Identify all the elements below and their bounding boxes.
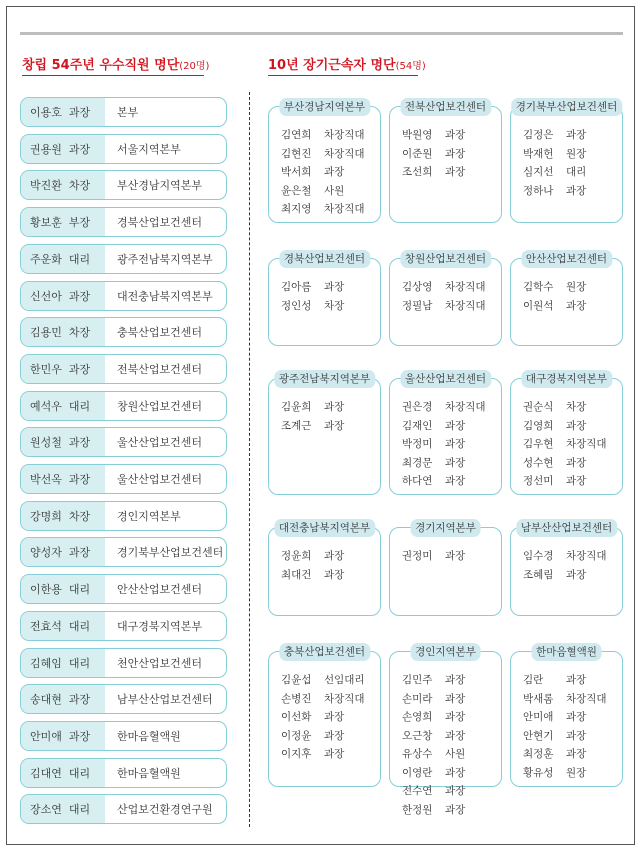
- member-rank: 과장: [445, 766, 466, 779]
- staff-name: 원성철 과장: [21, 428, 105, 456]
- staff-name: 김대연 대리: [21, 759, 105, 787]
- member-name: 김우현: [523, 438, 554, 450]
- member-name: 손미라: [402, 692, 433, 705]
- member-name: 손병진: [281, 692, 312, 705]
- member-row: [402, 126, 465, 145]
- member-row: [523, 547, 607, 566]
- dept-card-title: 부산경남지역본부: [279, 98, 370, 116]
- member-row: [523, 727, 607, 746]
- dept-card: [510, 253, 623, 346]
- heading-underline: [268, 75, 418, 76]
- member-rank: 과장: [566, 299, 587, 312]
- member-name: 안현기: [523, 729, 554, 742]
- member-name: 권순식: [523, 401, 554, 413]
- member-list: [402, 398, 486, 491]
- member-name: 김아름: [281, 281, 312, 293]
- staff-name: 장소연 대리: [21, 795, 105, 823]
- member-row: [523, 278, 586, 297]
- member-name: 정인성: [281, 299, 312, 312]
- staff-department: 경기북부산업보건센터: [117, 546, 224, 560]
- member-name: 김윤섭: [281, 674, 312, 686]
- member-row: [281, 182, 365, 201]
- staff-department: 부산경남지역본부: [117, 179, 203, 193]
- member-list: [402, 671, 465, 819]
- staff-row: [20, 134, 227, 164]
- member-name: 박정미: [402, 438, 433, 450]
- long-service-heading: [268, 54, 426, 73]
- member-row: [402, 454, 486, 473]
- member-rank: 차장직대: [445, 281, 486, 293]
- member-list: [281, 547, 344, 584]
- dept-card: [268, 373, 381, 495]
- dept-card-title: 경기북부산업보건센터: [511, 98, 622, 116]
- long-service-heading-text: 10년 장기근속자 명단: [268, 58, 396, 73]
- member-rank: 대리: [566, 166, 587, 178]
- member-row: [523, 126, 586, 145]
- dept-card-title: 경인지역본부: [410, 643, 481, 661]
- member-name: 김정은: [523, 129, 554, 141]
- member-row: [402, 398, 486, 417]
- member-row: [402, 163, 465, 182]
- member-rank: 원장: [566, 147, 587, 160]
- member-rank: 과장: [324, 166, 345, 178]
- dept-card-title: 남부산산업보건센터: [516, 519, 617, 537]
- dept-card: [389, 253, 502, 346]
- staff-name: 한민우 과장: [21, 355, 105, 383]
- member-row: [523, 145, 586, 164]
- staff-department: 안산산업보건센터: [117, 583, 203, 597]
- member-rank: 과장: [324, 568, 345, 581]
- dept-card-title: 경기지역본부: [410, 519, 481, 537]
- member-row: [523, 671, 607, 690]
- member-list: [281, 671, 365, 764]
- member-name: 김윤희: [281, 401, 312, 413]
- member-list: [523, 126, 586, 200]
- staff-row: [20, 794, 227, 824]
- member-rank: 과장: [445, 785, 466, 797]
- member-name: 박서희: [281, 166, 312, 178]
- member-name: 최경문: [402, 456, 433, 469]
- member-row: [281, 547, 344, 566]
- member-row: [281, 745, 365, 764]
- staff-row: [20, 97, 227, 127]
- staff-name: 신선아 과장: [21, 282, 105, 310]
- staff-row: [20, 281, 227, 311]
- member-rank: 과장: [324, 711, 345, 723]
- staff-name: 황보훈 부장: [21, 208, 105, 236]
- staff-department: 울산산업보건센터: [117, 473, 203, 486]
- staff-row: [20, 611, 227, 641]
- member-name: 오근창: [402, 729, 433, 742]
- member-name: 김란: [523, 674, 544, 686]
- member-row: [402, 727, 465, 746]
- dept-card-title: 창원산업보건센터: [400, 250, 491, 268]
- staff-row: [20, 537, 227, 567]
- dept-card: [268, 101, 381, 223]
- member-row: [402, 801, 465, 820]
- member-list: [523, 547, 607, 584]
- staff-row: [20, 170, 227, 200]
- member-name: 손영희: [402, 711, 433, 723]
- member-list: [402, 278, 486, 315]
- dept-card: [510, 101, 623, 223]
- member-row: [281, 145, 365, 164]
- member-row: [523, 297, 586, 316]
- member-rank: 차장직대: [324, 203, 365, 215]
- member-name: 최지영: [281, 203, 312, 215]
- member-row: [523, 417, 607, 436]
- member-rank: 과장: [445, 674, 466, 686]
- member-row: [281, 163, 365, 182]
- staff-row: [20, 648, 227, 678]
- member-name: 정윤희: [281, 550, 312, 562]
- member-rank: 차장직대: [324, 129, 365, 141]
- member-name: 이원석: [523, 299, 554, 312]
- member-row: [402, 278, 486, 297]
- dept-card-title: 안산산업보건센터: [521, 250, 612, 268]
- member-name: 정선미: [523, 475, 554, 487]
- staff-name: 예석우 대리: [21, 392, 105, 420]
- member-rank: 과장: [445, 129, 466, 141]
- member-rank: 과장: [566, 456, 587, 469]
- dept-card-title: 광주전남북지역본부: [274, 370, 375, 388]
- member-name: 전수연: [402, 785, 433, 797]
- member-row: [523, 764, 607, 783]
- member-rank: 과장: [445, 711, 466, 723]
- dept-card-title: 경북산업보건센터: [279, 250, 370, 268]
- member-list: [523, 671, 607, 782]
- member-name: 유상수: [402, 748, 433, 760]
- member-rank: 차장직대: [566, 438, 607, 450]
- member-rank: 과장: [445, 419, 466, 432]
- member-row: [402, 417, 486, 436]
- dept-card: [268, 522, 381, 616]
- staff-department: 남부산산업보건센터: [117, 693, 213, 707]
- member-rank: 차장직대: [324, 147, 365, 160]
- member-rank: 원장: [566, 281, 587, 293]
- member-list: [281, 278, 344, 315]
- member-row: [281, 297, 344, 316]
- member-name: 이선화: [281, 711, 312, 723]
- member-rank: 과장: [566, 184, 587, 197]
- member-row: [402, 764, 465, 783]
- member-row: [281, 278, 344, 297]
- column-divider: [249, 92, 250, 827]
- dept-card-title: 대전충남북지역본부: [274, 519, 375, 537]
- member-row: [281, 708, 365, 727]
- member-rank: 원장: [566, 766, 587, 779]
- member-row: [523, 454, 607, 473]
- member-rank: 과장: [566, 475, 587, 487]
- member-name: 최대건: [281, 568, 312, 581]
- staff-row: [20, 684, 227, 714]
- member-name: 정하나: [523, 184, 554, 197]
- staff-department: 천안산업보건센터: [117, 656, 203, 670]
- member-name: 정필남: [402, 299, 433, 312]
- staff-row: [20, 427, 227, 457]
- member-rank: 차장직대: [566, 550, 607, 562]
- member-rank: 과장: [445, 166, 466, 178]
- staff-row: [20, 354, 227, 384]
- staff-name: 양성자 과장: [21, 538, 105, 566]
- member-row: [281, 690, 365, 709]
- member-list: [402, 547, 465, 566]
- member-name: 김현진: [281, 147, 312, 160]
- member-list: [402, 126, 465, 182]
- staff-row: [20, 207, 227, 237]
- member-row: [523, 435, 607, 454]
- member-rank: 과장: [445, 147, 466, 160]
- member-list: [281, 126, 365, 219]
- member-row: [281, 671, 365, 690]
- member-row: [523, 398, 607, 417]
- staff-name: 안미애 과장: [21, 722, 105, 750]
- staff-name: 송대현 과장: [21, 685, 105, 713]
- member-rank: 선임대리: [324, 674, 365, 686]
- member-list: [523, 398, 607, 491]
- member-name: 김재인: [402, 419, 433, 432]
- staff-department: 한마음혈액원: [117, 729, 181, 743]
- member-name: 조혜림: [523, 568, 554, 581]
- dept-card: [510, 646, 623, 787]
- dept-card: [268, 646, 381, 787]
- member-rank: 과장: [324, 748, 345, 760]
- member-row: [402, 708, 465, 727]
- staff-name: 김용민 차장: [21, 318, 105, 346]
- heading-underline: [22, 75, 204, 76]
- member-name: 김민주: [402, 674, 433, 686]
- member-rank: 사원: [324, 184, 345, 197]
- member-row: [281, 126, 365, 145]
- staff-department: 경북산업보건센터: [117, 216, 203, 230]
- staff-department: 대구경북지역본부: [117, 619, 203, 633]
- member-name: 한정원: [402, 803, 433, 816]
- staff-department: 충북산업보건센터: [117, 326, 203, 340]
- member-row: [523, 745, 607, 764]
- dept-card: [510, 522, 623, 616]
- staff-name: 권용원 과장: [21, 135, 105, 163]
- member-row: [281, 566, 344, 585]
- staff-row: [20, 758, 227, 788]
- member-name: 권은경: [402, 401, 433, 413]
- member-rank: 과장: [566, 711, 587, 723]
- staff-row: [20, 317, 227, 347]
- member-name: 김영희: [523, 419, 554, 432]
- member-rank: 과장: [445, 475, 466, 487]
- member-rank: 과장: [324, 401, 345, 413]
- member-row: [523, 163, 586, 182]
- dept-card: [389, 373, 502, 495]
- staff-department: 한마음혈액원: [117, 766, 181, 780]
- staff-department: 울산산업보건센터: [117, 436, 203, 450]
- member-row: [281, 727, 365, 746]
- dept-card-title: 한마음혈액원: [531, 643, 602, 661]
- member-name: 심지선: [523, 166, 554, 178]
- member-rank: 과장: [324, 729, 345, 742]
- dept-card: [268, 253, 381, 346]
- member-list: [281, 398, 344, 435]
- staff-department: 본부: [117, 106, 139, 119]
- staff-department: 광주전남북지역본부: [117, 252, 213, 266]
- member-rank: 과장: [324, 281, 345, 293]
- member-row: [523, 182, 586, 201]
- staff-name: 이용호 과장: [21, 98, 105, 126]
- member-rank: 과장: [445, 692, 466, 705]
- member-rank: 과장: [324, 419, 345, 432]
- member-name: 하다연: [402, 475, 433, 487]
- member-rank: 과장: [566, 729, 587, 742]
- member-rank: 과장: [445, 438, 466, 450]
- member-rank: 차장직대: [566, 692, 607, 705]
- member-name: 임수경: [523, 550, 554, 562]
- member-row: [523, 708, 607, 727]
- member-rank: 과장: [445, 729, 466, 742]
- staff-name: 전효석 대리: [21, 612, 105, 640]
- member-name: 이영란: [402, 766, 433, 779]
- staff-department: 전북산업보건센터: [117, 362, 203, 376]
- member-row: [402, 472, 486, 491]
- member-name: 성수현: [523, 456, 554, 469]
- excellent-staff-count: (20명): [179, 61, 210, 72]
- staff-row: [20, 721, 227, 751]
- member-rank: 과장: [566, 129, 587, 141]
- member-name: 윤은철: [281, 184, 312, 197]
- member-name: 박재헌: [523, 147, 554, 160]
- member-rank: 차장직대: [445, 401, 486, 413]
- top-rule: [20, 32, 623, 35]
- member-name: 조선희: [402, 166, 433, 178]
- member-row: [523, 472, 607, 491]
- member-row: [402, 547, 465, 566]
- member-row: [402, 690, 465, 709]
- member-row: [281, 417, 344, 436]
- staff-department: 경인지역본부: [117, 509, 181, 523]
- member-rank: 차장직대: [324, 692, 365, 705]
- member-rank: 과장: [566, 568, 587, 581]
- member-name: 권정미: [402, 550, 433, 562]
- member-row: [523, 566, 607, 585]
- dept-card-title: 울산산업보건센터: [400, 370, 491, 388]
- member-list: [523, 278, 586, 315]
- member-row: [402, 782, 465, 801]
- dept-card: [389, 646, 502, 816]
- member-row: [281, 200, 365, 219]
- staff-row: [20, 244, 227, 274]
- excellent-staff-heading: [22, 54, 209, 73]
- member-row: [402, 435, 486, 454]
- member-rank: 차장: [566, 401, 587, 413]
- staff-name: 박선옥 과장: [21, 465, 105, 493]
- member-rank: 과장: [445, 456, 466, 469]
- member-rank: 과장: [566, 748, 587, 760]
- member-row: [402, 745, 465, 764]
- member-name: 최정훈: [523, 748, 554, 760]
- dept-card-title: 충북산업보건센터: [279, 643, 370, 661]
- member-rank: 과장: [445, 803, 466, 816]
- staff-department: 창원산업보건센터: [117, 399, 203, 413]
- staff-department: 서울지역본부: [117, 142, 181, 156]
- staff-row: [20, 464, 227, 494]
- member-row: [402, 145, 465, 164]
- staff-name: 강명희 차장: [21, 502, 105, 530]
- member-rank: 과장: [324, 550, 345, 562]
- member-rank: 과장: [566, 674, 587, 686]
- member-rank: 차장: [324, 299, 345, 312]
- member-name: 안미애: [523, 711, 554, 723]
- member-name: 조계근: [281, 419, 312, 432]
- member-rank: 과장: [445, 550, 466, 562]
- staff-row: [20, 574, 227, 604]
- long-service-count: (54명): [395, 61, 426, 72]
- member-name: 박새롬: [523, 692, 554, 705]
- excellent-staff-heading-text: 창립 54주년 우수직원 명단: [22, 58, 180, 73]
- member-row: [402, 297, 486, 316]
- staff-department: 산업보건환경연구원: [117, 803, 213, 817]
- dept-card: [389, 522, 502, 616]
- member-name: 김학수: [523, 281, 554, 293]
- dept-card-title: 전북산업보건센터: [400, 98, 491, 116]
- member-row: [281, 398, 344, 417]
- member-row: [402, 671, 465, 690]
- member-rank: 과장: [566, 419, 587, 432]
- staff-name: 김혜임 대리: [21, 649, 105, 677]
- member-rank: 사원: [445, 748, 466, 760]
- dept-card: [510, 373, 623, 495]
- staff-name: 박진환 차장: [21, 171, 105, 199]
- member-name: 이지후: [281, 748, 312, 760]
- member-name: 이정윤: [281, 729, 312, 742]
- staff-row: [20, 391, 227, 421]
- member-row: [523, 690, 607, 709]
- member-name: 김연희: [281, 129, 312, 141]
- staff-name: 이한용 대리: [21, 575, 105, 603]
- staff-name: 주운화 대리: [21, 245, 105, 273]
- staff-row: [20, 501, 227, 531]
- staff-department: 대전충남북지역본부: [117, 289, 213, 303]
- member-rank: 차장직대: [445, 299, 486, 312]
- dept-card: [389, 101, 502, 223]
- member-name: 박원영: [402, 129, 433, 141]
- member-name: 황유성: [523, 766, 554, 779]
- member-name: 이준원: [402, 147, 433, 160]
- member-name: 김상영: [402, 281, 433, 293]
- dept-card-title: 대구경북지역본부: [521, 370, 612, 388]
